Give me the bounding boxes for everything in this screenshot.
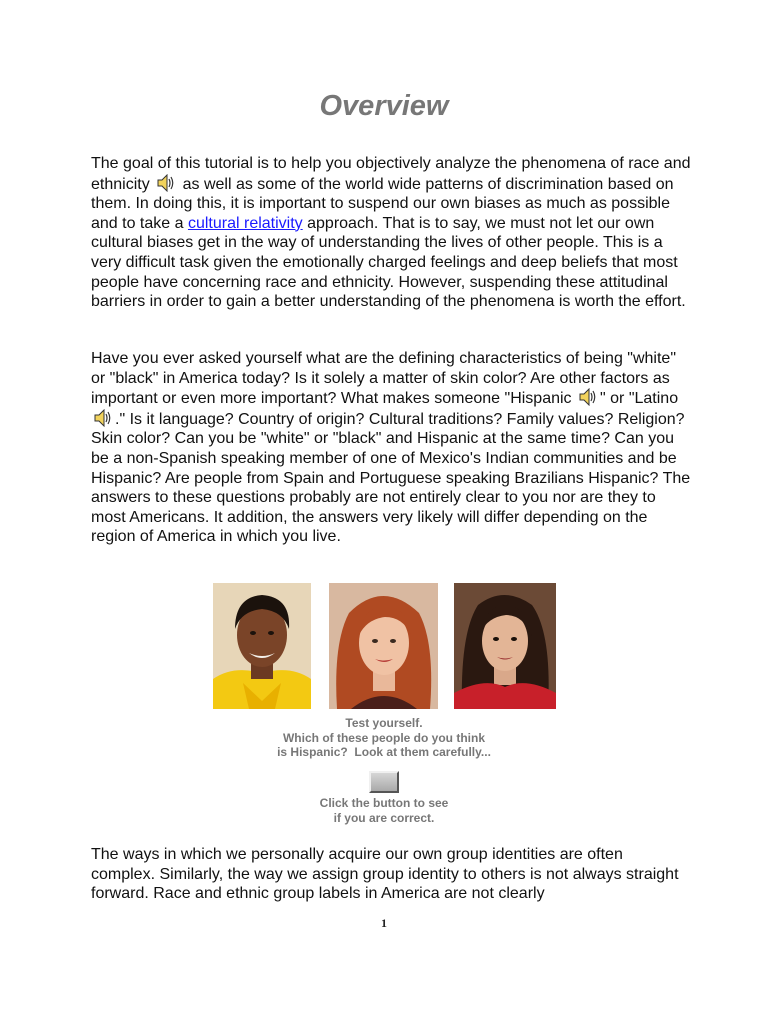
speaker-sound-icon[interactable] — [93, 409, 113, 427]
portrait-photo-redhead-woman — [329, 583, 438, 709]
paragraph-intro — [91, 154, 691, 312]
button-caption — [0, 796, 768, 825]
paragraph-group-identities: The ways in which we personally acquire our own group identities are often complex. Similarly, the way we assign group identity to others is not always straight forward. Race and ethnic group labels in America are not clearly — [91, 846, 679, 903]
check-answer-button[interactable] — [369, 771, 399, 793]
speaker-sound-icon[interactable] — [578, 388, 598, 406]
paragraph-intro-text-2: as well as some of the world wide patterns of discrimination based on them. In doing this, it is important to suspend our own biases as much as possible and to take a — [91, 175, 674, 232]
speaker-sound-icon[interactable] — [156, 174, 176, 192]
button-caption-line: if you are correct. — [333, 810, 435, 825]
quiz-caption — [0, 716, 768, 760]
page-title: Overview — [319, 90, 449, 122]
portrait-photo-man — [213, 583, 311, 709]
paragraph-intro-text-1: The goal of this tutorial is to help you objectively analyze the phenomena of race and ethnicity — [91, 155, 691, 193]
portrait-photo-dark-haired-woman — [454, 583, 556, 709]
quiz-caption-line: Test yourself. — [345, 716, 423, 730]
paragraph-questions-text-2: " or "Latino — [600, 390, 679, 408]
paragraph-questions-text-3: ." Is it language? Country of origin? Cultural traditions? Family values? Religion? Skin color? Can you be "white" or "black" and Hispanic at the same time? Can you be a non-Spanish speaking member of one of Mexico's Indian communities and be Hispanic? Are people from Spain and Portuguese speaking Brazilians Hispanic? The answers to these questions probably are not entirely clear to you nor are they to most Americans. It addition, the answers very likely will differ depending on the region of America in which you live. — [91, 410, 691, 546]
paragraph-intro-text-3: approach. That is to say, we must not let our own cultural biases get in the way of understanding the lives of other people. This is a very difficult task given the emotionally charged feelings and deep beliefs that most people have concerning race and ethnicity. However, suspending these attitudinal barriers in order to gain a better understanding of the phenomena is worth the effort. — [91, 214, 686, 311]
page-number: 1 — [381, 916, 387, 930]
quiz-caption-line: is Hispanic? Look at them carefully... — [277, 745, 491, 759]
cultural-relativity-link[interactable]: cultural relativity — [187, 214, 303, 232]
quiz-caption-line: Which of these people do you think — [282, 730, 485, 745]
paragraph-questions-text-1: Have you ever asked yourself what are the defining characteristics of being "white" or "black" in America today? Is it solely a matter of skin color? Are other factors as important or even more important? What makes someone "Hispanic — [91, 350, 676, 408]
button-caption-line: Click the button to see — [319, 796, 449, 810]
paragraph-questions — [91, 349, 691, 547]
